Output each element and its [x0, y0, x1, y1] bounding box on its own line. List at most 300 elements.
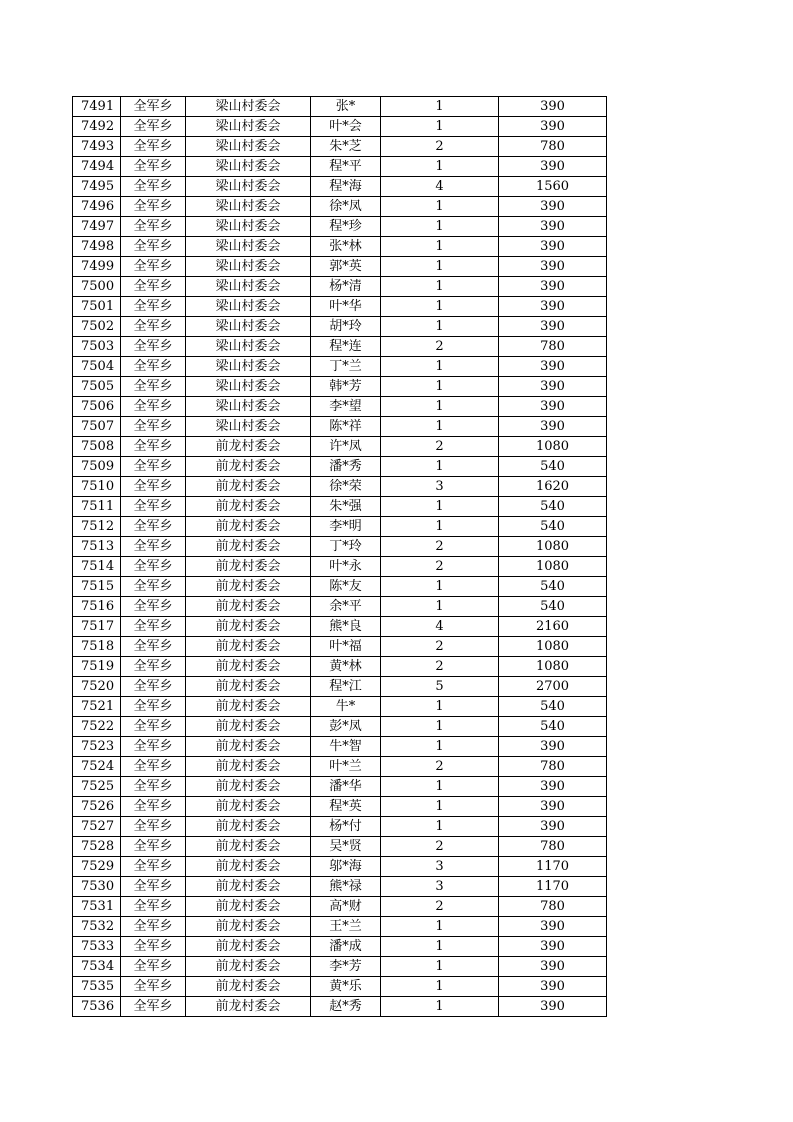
cell-count: 1 — [381, 397, 499, 417]
cell-village-committee: 前龙村委会 — [186, 897, 311, 917]
cell-serial-number: 7519 — [73, 657, 121, 677]
cell-name: 熊*禄 — [311, 877, 381, 897]
cell-amount: 540 — [499, 697, 607, 717]
cell-amount: 1620 — [499, 477, 607, 497]
table-row — [73, 637, 607, 657]
cell-village-committee: 梁山村委会 — [186, 337, 311, 357]
cell-amount: 2160 — [499, 617, 607, 637]
cell-amount: 390 — [499, 297, 607, 317]
cell-name: 程*江 — [311, 677, 381, 697]
table-row — [73, 697, 607, 717]
cell-amount: 540 — [499, 717, 607, 737]
cell-count: 1 — [381, 937, 499, 957]
cell-amount: 540 — [499, 577, 607, 597]
cell-village-committee: 前龙村委会 — [186, 797, 311, 817]
cell-name: 叶*兰 — [311, 757, 381, 777]
cell-township: 全军乡 — [121, 457, 186, 477]
cell-count: 1 — [381, 717, 499, 737]
cell-village-committee: 前龙村委会 — [186, 437, 311, 457]
cell-name: 李*芳 — [311, 957, 381, 977]
cell-count: 3 — [381, 857, 499, 877]
cell-township: 全军乡 — [121, 617, 186, 637]
cell-amount: 390 — [499, 357, 607, 377]
cell-name: 丁*兰 — [311, 357, 381, 377]
cell-township: 全军乡 — [121, 857, 186, 877]
cell-serial-number: 7517 — [73, 617, 121, 637]
cell-name: 郭*英 — [311, 257, 381, 277]
cell-township: 全军乡 — [121, 397, 186, 417]
cell-name: 黄*乐 — [311, 977, 381, 997]
cell-township: 全军乡 — [121, 437, 186, 457]
cell-village-committee: 前龙村委会 — [186, 617, 311, 637]
cell-serial-number: 7518 — [73, 637, 121, 657]
cell-name: 邬*海 — [311, 857, 381, 877]
cell-village-committee: 前龙村委会 — [186, 657, 311, 677]
cell-amount: 1080 — [499, 537, 607, 557]
cell-name: 张* — [311, 97, 381, 117]
cell-village-committee: 前龙村委会 — [186, 517, 311, 537]
cell-serial-number: 7515 — [73, 577, 121, 597]
cell-amount: 390 — [499, 257, 607, 277]
cell-count: 2 — [381, 637, 499, 657]
table-row — [73, 537, 607, 557]
cell-amount: 1080 — [499, 657, 607, 677]
cell-serial-number: 7512 — [73, 517, 121, 537]
cell-village-committee: 梁山村委会 — [186, 397, 311, 417]
cell-name: 程*平 — [311, 157, 381, 177]
cell-serial-number: 7492 — [73, 117, 121, 137]
cell-count: 1 — [381, 97, 499, 117]
cell-village-committee: 梁山村委会 — [186, 157, 311, 177]
cell-count: 1 — [381, 737, 499, 757]
cell-amount: 540 — [499, 497, 607, 517]
cell-serial-number: 7510 — [73, 477, 121, 497]
cell-township: 全军乡 — [121, 717, 186, 737]
cell-count: 2 — [381, 537, 499, 557]
cell-name: 牛*智 — [311, 737, 381, 757]
table-row — [73, 657, 607, 677]
table-row — [73, 137, 607, 157]
cell-count: 1 — [381, 217, 499, 237]
cell-name: 韩*芳 — [311, 377, 381, 397]
table-row — [73, 597, 607, 617]
cell-serial-number: 7499 — [73, 257, 121, 277]
cell-amount: 2700 — [499, 677, 607, 697]
cell-count: 2 — [381, 837, 499, 857]
cell-name: 程*英 — [311, 797, 381, 817]
cell-name: 潘*秀 — [311, 457, 381, 477]
cell-township: 全军乡 — [121, 237, 186, 257]
cell-township: 全军乡 — [121, 177, 186, 197]
cell-name: 徐*凤 — [311, 197, 381, 217]
cell-township: 全军乡 — [121, 337, 186, 357]
cell-amount: 1080 — [499, 557, 607, 577]
cell-village-committee: 前龙村委会 — [186, 777, 311, 797]
cell-serial-number: 7522 — [73, 717, 121, 737]
cell-name: 赵*秀 — [311, 997, 381, 1017]
table-row — [73, 997, 607, 1017]
cell-village-committee: 前龙村委会 — [186, 757, 311, 777]
cell-name: 陈*友 — [311, 577, 381, 597]
table-row — [73, 757, 607, 777]
cell-amount: 780 — [499, 757, 607, 777]
cell-village-committee: 前龙村委会 — [186, 677, 311, 697]
cell-count: 4 — [381, 177, 499, 197]
cell-township: 全军乡 — [121, 377, 186, 397]
cell-township: 全军乡 — [121, 297, 186, 317]
table-row — [73, 177, 607, 197]
cell-village-committee: 前龙村委会 — [186, 577, 311, 597]
cell-village-committee: 梁山村委会 — [186, 377, 311, 397]
cell-township: 全军乡 — [121, 137, 186, 157]
cell-amount: 390 — [499, 737, 607, 757]
cell-serial-number: 7533 — [73, 937, 121, 957]
cell-name: 叶*福 — [311, 637, 381, 657]
cell-name: 牛* — [311, 697, 381, 717]
cell-serial-number: 7498 — [73, 237, 121, 257]
cell-township: 全军乡 — [121, 117, 186, 137]
cell-village-committee: 梁山村委会 — [186, 217, 311, 237]
cell-serial-number: 7523 — [73, 737, 121, 757]
cell-amount: 780 — [499, 897, 607, 917]
table-row — [73, 297, 607, 317]
cell-village-committee: 前龙村委会 — [186, 477, 311, 497]
cell-name: 高*财 — [311, 897, 381, 917]
cell-serial-number: 7532 — [73, 917, 121, 937]
table-row — [73, 677, 607, 697]
cell-township: 全军乡 — [121, 637, 186, 657]
cell-amount: 390 — [499, 97, 607, 117]
cell-serial-number: 7516 — [73, 597, 121, 617]
cell-village-committee: 梁山村委会 — [186, 97, 311, 117]
cell-name: 叶*会 — [311, 117, 381, 137]
cell-serial-number: 7511 — [73, 497, 121, 517]
cell-count: 1 — [381, 117, 499, 137]
cell-name: 杨*清 — [311, 277, 381, 297]
cell-amount: 390 — [499, 397, 607, 417]
cell-amount: 390 — [499, 417, 607, 437]
cell-serial-number: 7500 — [73, 277, 121, 297]
cell-count: 2 — [381, 137, 499, 157]
cell-township: 全军乡 — [121, 697, 186, 717]
cell-village-committee: 梁山村委会 — [186, 297, 311, 317]
table-row — [73, 277, 607, 297]
table-row — [73, 517, 607, 537]
cell-serial-number: 7506 — [73, 397, 121, 417]
cell-name: 许*凤 — [311, 437, 381, 457]
cell-name: 陈*祥 — [311, 417, 381, 437]
cell-count: 1 — [381, 417, 499, 437]
cell-name: 杨*付 — [311, 817, 381, 837]
cell-serial-number: 7530 — [73, 877, 121, 897]
table-row — [73, 937, 607, 957]
cell-village-committee: 前龙村委会 — [186, 857, 311, 877]
cell-serial-number: 7501 — [73, 297, 121, 317]
cell-serial-number: 7508 — [73, 437, 121, 457]
cell-village-committee: 梁山村委会 — [186, 417, 311, 437]
cell-serial-number: 7493 — [73, 137, 121, 157]
cell-count: 2 — [381, 337, 499, 357]
cell-serial-number: 7505 — [73, 377, 121, 397]
cell-name: 黄*林 — [311, 657, 381, 677]
table-row — [73, 957, 607, 977]
cell-name: 叶*永 — [311, 557, 381, 577]
cell-village-committee: 梁山村委会 — [186, 197, 311, 217]
cell-village-committee: 前龙村委会 — [186, 457, 311, 477]
cell-serial-number: 7503 — [73, 337, 121, 357]
cell-count: 1 — [381, 237, 499, 257]
table-row — [73, 977, 607, 997]
cell-amount: 1080 — [499, 637, 607, 657]
cell-count: 1 — [381, 497, 499, 517]
cell-village-committee: 前龙村委会 — [186, 817, 311, 837]
cell-township: 全军乡 — [121, 157, 186, 177]
cell-name: 朱*芝 — [311, 137, 381, 157]
cell-township: 全军乡 — [121, 957, 186, 977]
cell-amount: 390 — [499, 237, 607, 257]
cell-village-committee: 前龙村委会 — [186, 537, 311, 557]
cell-count: 1 — [381, 777, 499, 797]
table-row — [73, 217, 607, 237]
table-row — [73, 397, 607, 417]
cell-village-committee: 梁山村委会 — [186, 237, 311, 257]
cell-amount: 1170 — [499, 857, 607, 877]
cell-amount: 390 — [499, 977, 607, 997]
cell-name: 李*望 — [311, 397, 381, 417]
table-row — [73, 917, 607, 937]
table-row — [73, 437, 607, 457]
cell-village-committee: 前龙村委会 — [186, 497, 311, 517]
cell-count: 1 — [381, 357, 499, 377]
cell-township: 全军乡 — [121, 417, 186, 437]
table-row — [73, 417, 607, 437]
cell-serial-number: 7528 — [73, 837, 121, 857]
table-row — [73, 257, 607, 277]
table-row — [73, 337, 607, 357]
cell-amount: 390 — [499, 197, 607, 217]
table-row — [73, 117, 607, 137]
cell-count: 2 — [381, 757, 499, 777]
cell-township: 全军乡 — [121, 477, 186, 497]
cell-amount: 1560 — [499, 177, 607, 197]
table-row — [73, 617, 607, 637]
cell-count: 1 — [381, 377, 499, 397]
cell-village-committee: 前龙村委会 — [186, 937, 311, 957]
cell-serial-number: 7525 — [73, 777, 121, 797]
cell-name: 张*林 — [311, 237, 381, 257]
cell-township: 全军乡 — [121, 937, 186, 957]
cell-township: 全军乡 — [121, 537, 186, 557]
cell-serial-number: 7497 — [73, 217, 121, 237]
cell-name: 李*明 — [311, 517, 381, 537]
cell-township: 全军乡 — [121, 777, 186, 797]
table-row — [73, 497, 607, 517]
cell-amount: 390 — [499, 117, 607, 137]
cell-village-committee: 前龙村委会 — [186, 717, 311, 737]
table-row — [73, 817, 607, 837]
table-row — [73, 97, 607, 117]
cell-amount: 390 — [499, 377, 607, 397]
cell-village-committee: 前龙村委会 — [186, 557, 311, 577]
cell-township: 全军乡 — [121, 797, 186, 817]
cell-count: 1 — [381, 197, 499, 217]
cell-township: 全军乡 — [121, 877, 186, 897]
cell-village-committee: 前龙村委会 — [186, 737, 311, 757]
cell-amount: 390 — [499, 997, 607, 1017]
cell-amount: 390 — [499, 777, 607, 797]
cell-amount: 540 — [499, 457, 607, 477]
cell-name: 叶*华 — [311, 297, 381, 317]
cell-count: 2 — [381, 657, 499, 677]
cell-township: 全军乡 — [121, 317, 186, 337]
cell-township: 全军乡 — [121, 837, 186, 857]
table-row — [73, 797, 607, 817]
cell-village-committee: 梁山村委会 — [186, 317, 311, 337]
cell-serial-number: 7535 — [73, 977, 121, 997]
cell-amount: 540 — [499, 517, 607, 537]
cell-serial-number: 7520 — [73, 677, 121, 697]
cell-township: 全军乡 — [121, 757, 186, 777]
cell-name: 程*海 — [311, 177, 381, 197]
cell-count: 4 — [381, 617, 499, 637]
table-row — [73, 577, 607, 597]
cell-count: 1 — [381, 957, 499, 977]
cell-serial-number: 7534 — [73, 957, 121, 977]
cell-amount: 1080 — [499, 437, 607, 457]
cell-township: 全军乡 — [121, 677, 186, 697]
cell-name: 朱*强 — [311, 497, 381, 517]
table-row — [73, 897, 607, 917]
table-row — [73, 457, 607, 477]
cell-village-committee: 前龙村委会 — [186, 957, 311, 977]
table-row — [73, 237, 607, 257]
cell-township: 全军乡 — [121, 997, 186, 1017]
cell-serial-number: 7529 — [73, 857, 121, 877]
cell-serial-number: 7513 — [73, 537, 121, 557]
cell-village-committee: 梁山村委会 — [186, 257, 311, 277]
cell-village-committee: 梁山村委会 — [186, 117, 311, 137]
cell-count: 1 — [381, 277, 499, 297]
table-row — [73, 777, 607, 797]
cell-serial-number: 7514 — [73, 557, 121, 577]
table-row — [73, 857, 607, 877]
cell-amount: 540 — [499, 597, 607, 617]
cell-serial-number: 7495 — [73, 177, 121, 197]
cell-count: 1 — [381, 797, 499, 817]
cell-village-committee: 梁山村委会 — [186, 277, 311, 297]
table-row — [73, 357, 607, 377]
cell-amount: 780 — [499, 337, 607, 357]
cell-serial-number: 7524 — [73, 757, 121, 777]
cell-count: 1 — [381, 697, 499, 717]
cell-township: 全军乡 — [121, 917, 186, 937]
cell-village-committee: 前龙村委会 — [186, 977, 311, 997]
cell-count: 1 — [381, 577, 499, 597]
cell-township: 全军乡 — [121, 277, 186, 297]
cell-serial-number: 7494 — [73, 157, 121, 177]
cell-serial-number: 7509 — [73, 457, 121, 477]
cell-serial-number: 7527 — [73, 817, 121, 837]
cell-village-committee: 前龙村委会 — [186, 877, 311, 897]
cell-count: 2 — [381, 437, 499, 457]
cell-amount: 390 — [499, 317, 607, 337]
cell-amount: 780 — [499, 837, 607, 857]
cell-name: 程*连 — [311, 337, 381, 357]
cell-count: 3 — [381, 877, 499, 897]
cell-township: 全军乡 — [121, 817, 186, 837]
cell-name: 熊*良 — [311, 617, 381, 637]
table-row — [73, 877, 607, 897]
cell-township: 全军乡 — [121, 517, 186, 537]
cell-village-committee: 梁山村委会 — [186, 177, 311, 197]
table-row — [73, 317, 607, 337]
cell-amount: 390 — [499, 937, 607, 957]
cell-count: 1 — [381, 997, 499, 1017]
cell-count: 1 — [381, 317, 499, 337]
cell-count: 5 — [381, 677, 499, 697]
table-body — [73, 97, 607, 1017]
cell-serial-number: 7491 — [73, 97, 121, 117]
cell-serial-number: 7496 — [73, 197, 121, 217]
cell-township: 全军乡 — [121, 197, 186, 217]
cell-village-committee: 前龙村委会 — [186, 997, 311, 1017]
cell-serial-number: 7526 — [73, 797, 121, 817]
cell-serial-number: 7531 — [73, 897, 121, 917]
cell-amount: 390 — [499, 277, 607, 297]
cell-serial-number: 7521 — [73, 697, 121, 717]
table-row — [73, 717, 607, 737]
cell-village-committee: 前龙村委会 — [186, 837, 311, 857]
cell-count: 1 — [381, 157, 499, 177]
cell-amount: 390 — [499, 797, 607, 817]
cell-count: 1 — [381, 917, 499, 937]
cell-count: 1 — [381, 597, 499, 617]
cell-count: 1 — [381, 257, 499, 277]
cell-name: 潘*华 — [311, 777, 381, 797]
cell-village-committee: 前龙村委会 — [186, 597, 311, 617]
cell-amount: 390 — [499, 217, 607, 237]
table-row — [73, 157, 607, 177]
cell-count: 1 — [381, 517, 499, 537]
cell-amount: 780 — [499, 137, 607, 157]
cell-name: 丁*玲 — [311, 537, 381, 557]
cell-count: 1 — [381, 297, 499, 317]
cell-township: 全军乡 — [121, 497, 186, 517]
cell-village-committee: 前龙村委会 — [186, 637, 311, 657]
cell-township: 全军乡 — [121, 977, 186, 997]
cell-amount: 390 — [499, 817, 607, 837]
cell-township: 全军乡 — [121, 557, 186, 577]
cell-township: 全军乡 — [121, 357, 186, 377]
cell-name: 胡*玲 — [311, 317, 381, 337]
cell-amount: 390 — [499, 157, 607, 177]
data-table — [72, 96, 607, 1017]
cell-township: 全军乡 — [121, 737, 186, 757]
cell-name: 王*兰 — [311, 917, 381, 937]
cell-amount: 390 — [499, 957, 607, 977]
cell-name: 余*平 — [311, 597, 381, 617]
cell-amount: 390 — [499, 917, 607, 937]
cell-name: 彭*凤 — [311, 717, 381, 737]
cell-count: 1 — [381, 817, 499, 837]
cell-count: 2 — [381, 557, 499, 577]
cell-serial-number: 7504 — [73, 357, 121, 377]
table-row — [73, 477, 607, 497]
table-row — [73, 737, 607, 757]
cell-name: 程*珍 — [311, 217, 381, 237]
cell-township: 全军乡 — [121, 897, 186, 917]
cell-name: 吴*贤 — [311, 837, 381, 857]
